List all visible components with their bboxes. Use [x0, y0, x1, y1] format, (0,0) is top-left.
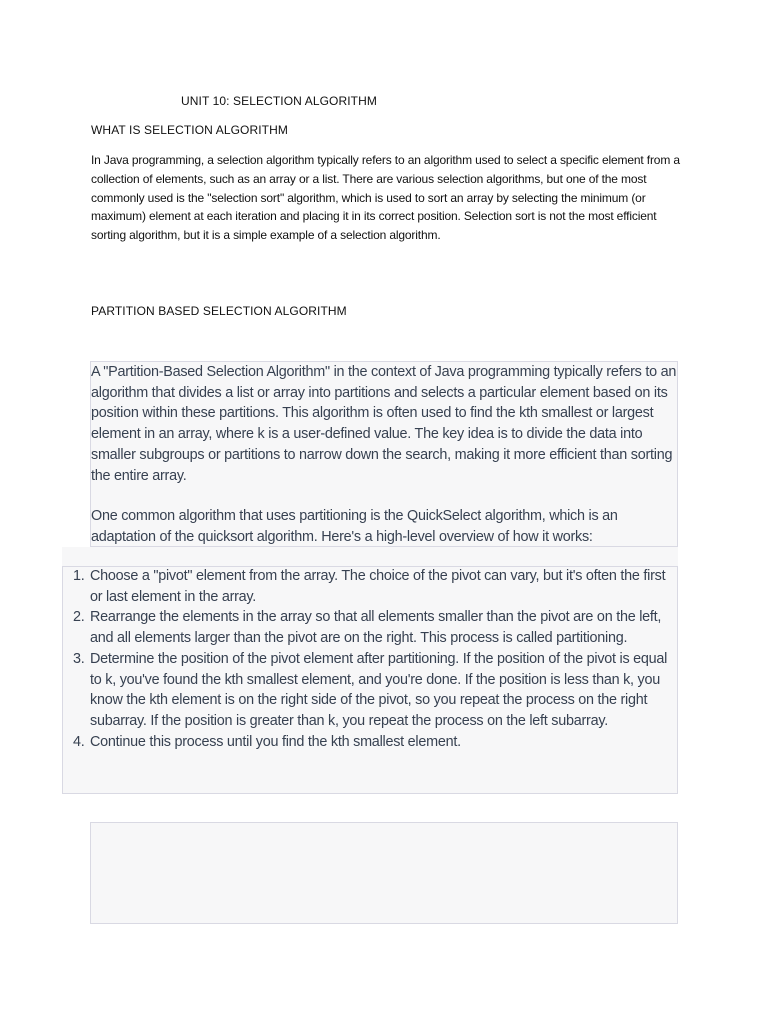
step-number: 4.: [73, 733, 85, 750]
step-number: 3.: [73, 650, 85, 667]
step-text: Determine the position of the pivot element after partitioning. If the position of the pivot is equal to k, you've found the kth smallest element, and you're done. If the position is less than k, you know the kth element is on the right side of the pivot, so you repeat the process on the right subarray. If the position is greater than k, you repeat the process on the left subarray.: [90, 650, 668, 729]
step-text: Continue this process until you find the kth smallest element.: [90, 733, 461, 750]
intro-paragraph: In Java programming, a selection algorithm typically refers to an algorithm used to select a specific element from a collection of elements, such as an array or a list. There are various selection algorithms, but one of the most commonly used is the "selection sort" algorithm, which is used to sort an array by selecting the minimum (or maximum) element at each iteration and placing it in its correct position. Selection sort is not the most efficient sorting algorithm, but it is a simple example of a selection algorithm.: [91, 153, 680, 243]
section-heading-what-is: WHAT IS SELECTION ALGORITHM: [91, 123, 288, 137]
step-text: Rearrange the elements in the array so that all elements smaller than the pivot are on the left, and all elements larger than the pivot are on the right. This process is called partitioning.: [90, 609, 662, 647]
step-number: 1.: [73, 568, 85, 584]
list-item: [62, 566, 682, 607]
step-number: 2.: [73, 609, 85, 626]
empty-content-box: [90, 822, 678, 924]
list-item: [62, 607, 682, 648]
section-heading-partition: PARTITION BASED SELECTION ALGORITHM: [91, 304, 347, 318]
partition-paragraph-2: One common algorithm that uses partitioning is the QuickSelect algorithm, which is an adaptation of the quicksort algorithm. Here's a high-level overview of how it works:: [91, 508, 618, 545]
partition-paragraph-1: A "Partition-Based Selection Algorithm" in the context of Java programming typically refers to an algorithm that divides a list or array into partitions and selects a particular element based on its position within these partitions. This algorithm is often used to find the kth smallest or largest element in an array, where k is a user-defined value. The key idea is to divide the data into smaller subgroups or partitions to narrow down the search, making it more efficient than sorting the entire array.: [91, 364, 677, 484]
list-item: [62, 649, 682, 732]
page-title: UNIT 10: SELECTION ALGORITHM: [181, 94, 377, 108]
quickselect-steps-list: [62, 566, 682, 752]
step-text: Choose a "pivot" element from the array. The choice of the pivot can vary, but it's often the first or last element in the array.: [90, 568, 666, 605]
list-item: [62, 732, 682, 753]
quoted-block-strip: [62, 547, 678, 566]
